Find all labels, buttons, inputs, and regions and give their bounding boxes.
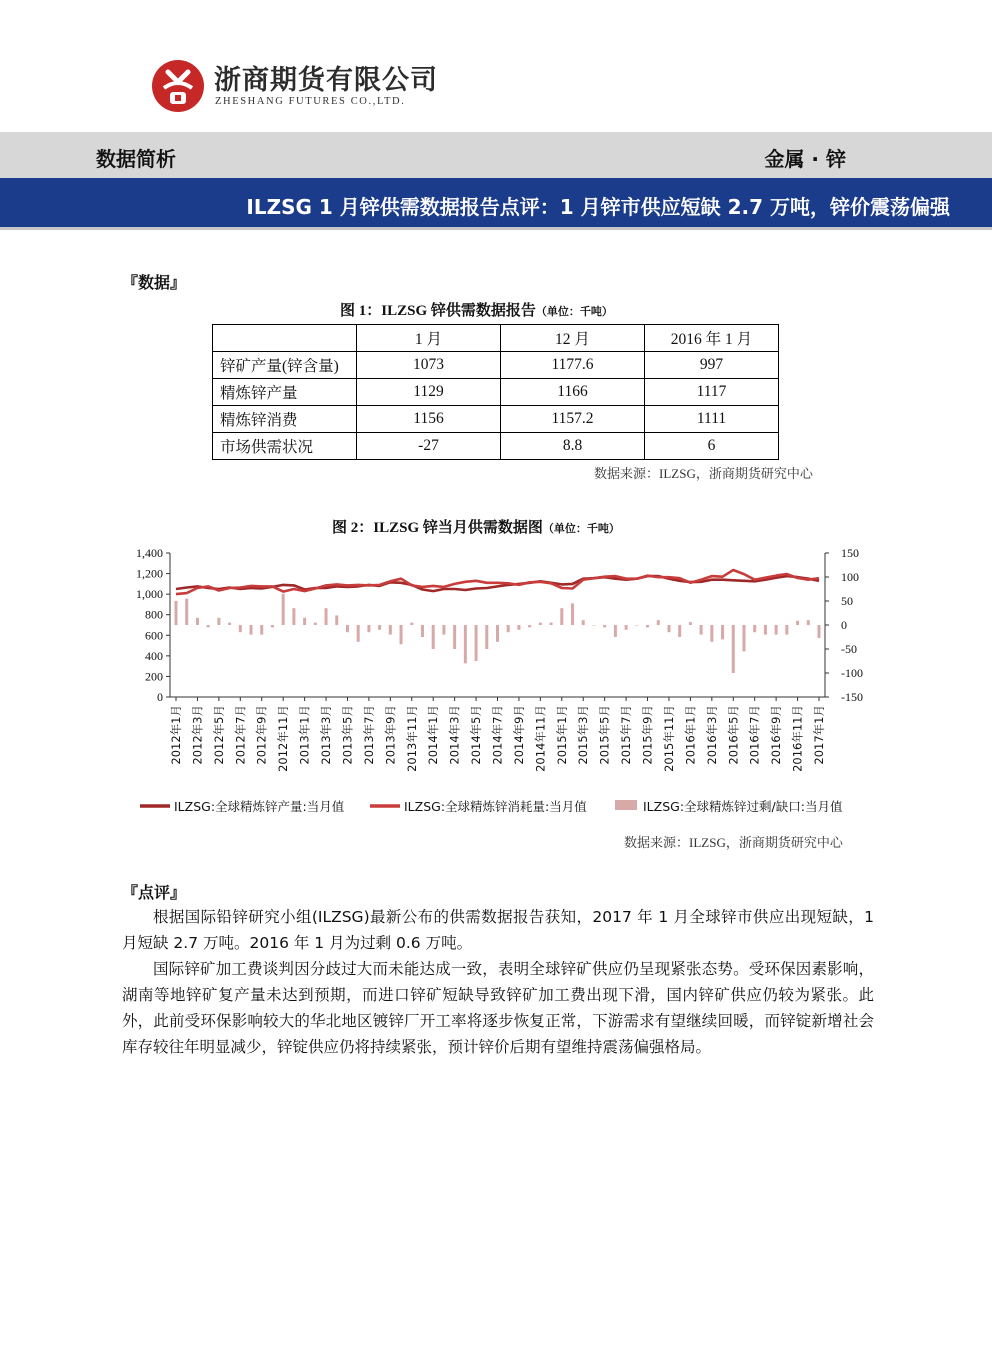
- bar-surplus-deficit: [689, 622, 692, 625]
- table-row-label: 精炼锌产量: [213, 379, 357, 406]
- comment-body: [122, 904, 874, 1060]
- table-cell: 1157.2: [501, 406, 645, 433]
- x-tick-label: 2012年7月: [233, 705, 248, 765]
- table-cell: 1156: [357, 406, 501, 433]
- y-right-tick-label: -150: [841, 690, 863, 704]
- bar-surplus-deficit: [325, 608, 328, 625]
- table-cell: 1117: [645, 379, 779, 406]
- bar-surplus-deficit: [560, 608, 563, 625]
- bar-surplus-deficit: [635, 625, 638, 626]
- bar-surplus-deficit: [464, 625, 467, 663]
- bar-surplus-deficit: [721, 625, 724, 639]
- table-row: [213, 352, 779, 379]
- y-right-tick-label: -100: [841, 666, 863, 680]
- table-cell: 1073: [357, 352, 501, 379]
- x-tick-label: 2012年3月: [190, 705, 205, 765]
- table-header-cell: 12 月: [501, 325, 645, 352]
- bar-surplus-deficit: [475, 625, 478, 661]
- supply-demand-table: [212, 324, 779, 460]
- figure1-unit: （单位：千吨）: [535, 306, 613, 318]
- y-left-tick-label: 600: [145, 628, 163, 643]
- figure1-source: 数据来源：ILZSG，浙商期货研究中心: [594, 466, 813, 481]
- bar-surplus-deficit: [614, 625, 617, 637]
- table-row: [213, 406, 779, 433]
- x-tick-label: 2014年3月: [447, 705, 462, 765]
- bar-surplus-deficit: [260, 625, 263, 635]
- x-tick-label: 2015年1月: [554, 705, 569, 765]
- y-right-tick-label: 150: [841, 546, 859, 560]
- bar-surplus-deficit: [539, 623, 542, 625]
- line-consumption: [176, 570, 819, 594]
- bar-surplus-deficit: [367, 625, 370, 632]
- y-right-tick-label: -50: [841, 642, 857, 656]
- y-left-tick-label: 1,000: [136, 587, 163, 602]
- bar-surplus-deficit: [421, 625, 424, 637]
- x-tick-label: 2012年1月: [169, 705, 183, 765]
- bar-surplus-deficit: [228, 623, 231, 625]
- bar-surplus-deficit: [400, 625, 403, 644]
- x-tick-label: 2015年5月: [597, 705, 612, 765]
- x-tick-label: 2014年7月: [490, 705, 505, 765]
- bar-surplus-deficit: [346, 625, 349, 632]
- x-tick-label: 2016年3月: [704, 705, 719, 765]
- bar-surplus-deficit: [485, 625, 488, 649]
- x-tick-label: 2015年7月: [619, 705, 634, 765]
- table-cell: 1177.6: [501, 352, 645, 379]
- bar-surplus-deficit: [753, 625, 756, 632]
- bar-surplus-deficit: [185, 599, 188, 625]
- x-tick-label: 2015年9月: [640, 705, 655, 765]
- table-cell: 8.8: [501, 433, 645, 460]
- bar-surplus-deficit: [775, 625, 778, 635]
- figure2-title: [332, 516, 620, 537]
- table-cell: 1111: [645, 406, 779, 433]
- figure1-title: [340, 299, 613, 320]
- legend-label: ILZSG:全球精炼锌产量:当月值: [174, 799, 345, 814]
- bar-surplus-deficit: [217, 618, 220, 625]
- bar-surplus-deficit: [667, 625, 670, 632]
- table-row: [213, 379, 779, 406]
- bar-surplus-deficit: [303, 618, 306, 625]
- table-row: [213, 433, 779, 460]
- bar-surplus-deficit: [571, 603, 574, 625]
- x-tick-label: 2016年1月: [683, 705, 698, 765]
- table-header-cell: 2016 年 1 月: [645, 325, 779, 352]
- bar-surplus-deficit: [378, 625, 381, 630]
- table-header-cell: 1 月: [357, 325, 501, 352]
- bar-surplus-deficit: [410, 623, 413, 625]
- supply-demand-chart: [120, 540, 880, 825]
- y-right-tick-label: 100: [841, 570, 859, 584]
- x-tick-label: 2016年7月: [747, 705, 762, 765]
- bar-surplus-deficit: [807, 620, 810, 625]
- x-tick-label: 2014年5月: [469, 705, 484, 765]
- title-band: [0, 178, 992, 230]
- bar-surplus-deficit: [528, 625, 531, 627]
- x-tick-label: 2012年5月: [211, 705, 226, 765]
- bar-surplus-deficit: [207, 625, 210, 627]
- bar-surplus-deficit: [432, 625, 435, 649]
- bar-surplus-deficit: [710, 625, 713, 642]
- category-band: [0, 132, 992, 178]
- bar-surplus-deficit: [517, 625, 520, 630]
- bar-surplus-deficit: [818, 625, 821, 638]
- figure1-title-text: 图 1：ILZSG 锌供需数据报告: [340, 303, 536, 319]
- bar-surplus-deficit: [582, 620, 585, 625]
- bar-surplus-deficit: [507, 625, 510, 632]
- figure2-source: 数据来源：ILZSG，浙商期货研究中心: [624, 835, 843, 850]
- bar-surplus-deficit: [357, 625, 360, 642]
- bar-surplus-deficit: [250, 625, 253, 635]
- bar-surplus-deficit: [657, 620, 660, 625]
- x-tick-label: 2013年11月: [404, 705, 419, 772]
- y-left-tick-label: 400: [145, 648, 163, 663]
- company-logo-icon: [150, 58, 206, 114]
- report-sector: 金属 · 锌: [764, 147, 846, 171]
- table-cell: -27: [357, 433, 501, 460]
- bar-surplus-deficit: [271, 625, 274, 627]
- bar-surplus-deficit: [314, 623, 317, 625]
- bar-surplus-deficit: [239, 625, 242, 632]
- x-tick-label: 2016年5月: [726, 705, 741, 765]
- x-tick-label: 2014年1月: [426, 705, 441, 765]
- bar-surplus-deficit: [496, 625, 499, 642]
- legend-label: ILZSG:全球精炼锌过剩/缺口:当月值: [643, 799, 843, 814]
- bar-surplus-deficit: [742, 625, 745, 651]
- bar-surplus-deficit: [700, 625, 703, 635]
- figure2-title-text: 图 2：ILZSG 锌当月供需数据图: [332, 520, 543, 536]
- company-name-en: ZHESHANG FUTURES CO.,LTD.: [215, 96, 406, 107]
- table-header-cell: [213, 325, 357, 352]
- bar-surplus-deficit: [625, 625, 628, 630]
- legend-swatch-bar: [615, 800, 637, 810]
- report-category: 数据简析: [96, 147, 176, 171]
- bar-surplus-deficit: [175, 601, 178, 625]
- bar-surplus-deficit: [678, 625, 681, 637]
- table-row-label: 精炼锌消费: [213, 406, 357, 433]
- x-tick-label: 2013年5月: [340, 705, 355, 765]
- x-tick-label: 2015年3月: [576, 705, 591, 765]
- y-left-tick-label: 1,200: [136, 566, 163, 581]
- y-right-tick-label: 0: [841, 618, 847, 632]
- x-tick-label: 2016年9月: [769, 705, 784, 765]
- y-left-tick-label: 1,400: [136, 546, 163, 560]
- x-tick-label: 2012年9月: [254, 705, 269, 765]
- figure2-unit: （单位：千吨）: [542, 523, 620, 535]
- comment-paragraph: 国际锌矿加工费谈判因分歧过大而未能达成一致，表明全球锌矿供应仍呈现紧张态势。受环保因素影响，湖南等地锌矿复产量未达到预期，而进口锌矿短缺导致锌矿加工费出现下滑，国内锌矿供应仍较为紧张。此外，此前受环保影响较大的华北地区镀锌厂开工率将逐步恢复正常，下游需求有望继续回暖，而锌锭新增社会库存较往年明显减少，锌锭供应仍将持续紧张，预计锌价后期有望维持震荡偏强格局。: [122, 960, 874, 1056]
- legend-label: ILZSG:全球精炼锌消耗量:当月值: [404, 799, 587, 814]
- y-left-tick-label: 200: [145, 669, 163, 684]
- bar-surplus-deficit: [335, 615, 338, 625]
- comment-paragraph: 根据国际铅锌研究小组(ILZSG)最新公布的供需数据报告获知，2017 年 1 月全球锌市供应出现短缺，1 月短缺 2.7 万吨。2016 年 1 月为过剩 0.6 万吨。: [122, 908, 874, 952]
- x-tick-label: 2014年9月: [511, 705, 526, 765]
- bar-surplus-deficit: [796, 621, 799, 625]
- bar-surplus-deficit: [592, 625, 595, 626]
- y-left-tick-label: 800: [145, 607, 163, 622]
- table-cell: 1129: [357, 379, 501, 406]
- x-tick-label: 2013年1月: [297, 705, 312, 765]
- bar-surplus-deficit: [646, 625, 649, 627]
- x-tick-label: 2016年11月: [790, 705, 805, 772]
- bar-surplus-deficit: [550, 623, 553, 625]
- bar-surplus-deficit: [389, 625, 392, 635]
- table-cell: 6: [645, 433, 779, 460]
- table-header-row: [213, 325, 779, 352]
- bar-surplus-deficit: [603, 625, 606, 627]
- x-tick-label: 2013年9月: [383, 705, 398, 765]
- table-row-label: 市场供需状况: [213, 433, 357, 460]
- x-tick-label: 2013年7月: [361, 705, 376, 765]
- bar-surplus-deficit: [785, 625, 788, 635]
- y-right-tick-label: 50: [841, 594, 853, 608]
- data-section-heading: 『数据』: [122, 273, 187, 292]
- bar-surplus-deficit: [196, 618, 199, 625]
- bar-surplus-deficit: [453, 625, 456, 649]
- bar-surplus-deficit: [732, 625, 735, 673]
- y-left-tick-label: 0: [157, 690, 163, 704]
- bar-surplus-deficit: [282, 594, 285, 625]
- bar-surplus-deficit: [764, 625, 767, 635]
- comment-section-heading: 『点评』: [122, 883, 187, 902]
- x-tick-label: 2013年3月: [319, 705, 334, 765]
- x-tick-label: 2014年11月: [533, 705, 548, 772]
- table-cell: 1166: [501, 379, 645, 406]
- x-tick-label: 2012年11月: [276, 705, 291, 772]
- table-row-label: 锌矿产量(锌含量): [213, 352, 357, 379]
- bar-surplus-deficit: [292, 608, 295, 625]
- table-cell: 997: [645, 352, 779, 379]
- bar-surplus-deficit: [442, 625, 445, 635]
- x-tick-label: 2017年1月: [812, 705, 826, 765]
- company-name-cn: 浙商期货有限公司: [214, 65, 438, 96]
- report-title: ILZSG 1 月锌供需数据报告点评：1 月锌市供应短缺 2.7 万吨，锌价震荡偏强: [246, 195, 950, 219]
- x-tick-label: 2015年11月: [661, 705, 676, 772]
